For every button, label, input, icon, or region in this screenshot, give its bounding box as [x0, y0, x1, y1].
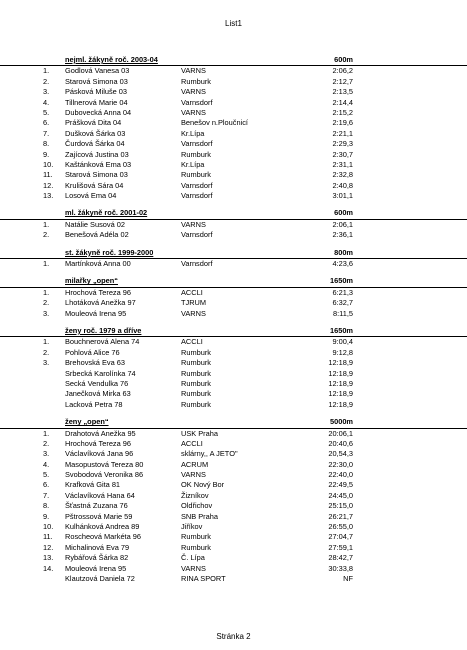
result-row	[0, 553, 467, 563]
club-name: Rumburk	[181, 170, 211, 180]
rank: 13.	[43, 553, 54, 563]
club-name: Rumburk	[181, 532, 211, 542]
rank: 2.	[43, 76, 50, 86]
rank: 12.	[43, 180, 54, 190]
club-name: Rumburk	[181, 149, 211, 159]
rank: 2.	[43, 298, 50, 308]
club-name: Jiříkov	[181, 522, 203, 532]
result-row	[0, 512, 467, 522]
club-name: Rumburk	[181, 358, 211, 368]
distance-label: 1650m	[329, 276, 353, 286]
athlete-name: Starová Simona 03	[65, 170, 128, 180]
result-row	[0, 108, 467, 118]
finish-time: 2:30,7	[332, 149, 353, 159]
club-name: Varnsdorf	[181, 191, 213, 201]
rank: 3.	[43, 87, 50, 97]
result-row	[0, 369, 467, 379]
rank: 5.	[43, 470, 50, 480]
distance-label: 600m	[334, 208, 353, 218]
athlete-name: Godlová Vanesa 03	[65, 66, 130, 76]
page-number: Stránka 2	[216, 632, 251, 641]
rank: 2.	[43, 347, 50, 357]
result-row	[0, 66, 467, 76]
distance-label: 5000m	[329, 417, 353, 427]
finish-time: 2:40,8	[332, 180, 353, 190]
finish-time: 12:18,9	[328, 389, 353, 399]
result-row	[0, 181, 467, 191]
athlete-name: Hrochová Tereza 96	[65, 287, 132, 297]
result-row	[0, 480, 467, 490]
athlete-name: Janečková Mirka 63	[65, 389, 131, 399]
finish-time: 20,54,3	[328, 449, 353, 459]
rank: 1.	[43, 219, 50, 229]
results-section	[0, 208, 467, 240]
result-row	[0, 87, 467, 97]
finish-time: 2:19,6	[332, 118, 353, 128]
result-row	[0, 543, 467, 553]
result-row	[0, 118, 467, 128]
distance-label: 800m	[334, 247, 353, 257]
club-name: Benešov n.Ploučnicí	[181, 118, 248, 128]
athlete-name: Lhotáková Anežka 97	[65, 298, 136, 308]
athlete-name: Srbecká Karolínka 74	[65, 368, 136, 378]
category-title: nejml. žákyně roč. 2003-04	[65, 55, 158, 64]
sheet-title: List1	[225, 19, 242, 28]
rank: 2.	[43, 438, 50, 448]
result-row	[0, 449, 467, 459]
rank: 2.	[43, 230, 50, 240]
finish-time: 2:06,1	[332, 219, 353, 229]
result-row	[0, 358, 467, 368]
club-name: VARNS	[181, 470, 206, 480]
athlete-name: Dušková Šárka 03	[65, 128, 126, 138]
club-name: Žizníkov	[181, 490, 209, 500]
result-row	[0, 574, 467, 584]
athlete-name: Losová Ema 04	[65, 191, 117, 201]
result-row	[0, 400, 467, 410]
result-row	[0, 98, 467, 108]
club-name: VARNS	[181, 87, 206, 97]
rank: 3.	[43, 308, 50, 318]
rank: 13.	[43, 191, 54, 201]
finish-time: 20:40,6	[328, 438, 353, 448]
finish-time: 9:00,4	[332, 337, 353, 347]
club-name: Varnsdorf	[181, 139, 213, 149]
result-row	[0, 491, 467, 501]
finish-time: NF	[343, 573, 353, 583]
athlete-name: Kulhánková Andrea 89	[65, 522, 140, 532]
result-row	[0, 139, 467, 149]
section-header	[0, 326, 467, 337]
club-name: Č. Lípa	[181, 553, 205, 563]
rank: 8.	[43, 139, 50, 149]
club-name: VARNS	[181, 107, 206, 117]
result-row	[0, 564, 467, 574]
section-header	[0, 417, 467, 428]
result-row	[0, 379, 467, 389]
result-row	[0, 439, 467, 449]
finish-time: 4:23,6	[332, 259, 353, 269]
finish-time: 2:21,1	[332, 128, 353, 138]
athlete-name: Mouleová Irena 95	[65, 563, 127, 573]
rank: 14.	[43, 563, 54, 573]
rank: 9.	[43, 511, 50, 521]
rank: 1.	[43, 287, 50, 297]
athlete-name: Klautzová Daniela 72	[65, 573, 135, 583]
athlete-name: Pštrossová Marie 59	[65, 511, 133, 521]
athlete-name: Šťastná Zuzana 76	[65, 501, 128, 511]
result-row	[0, 532, 467, 542]
rank: 10.	[43, 159, 54, 169]
finish-time: 2:14,4	[332, 97, 353, 107]
club-name: Rumburk	[181, 347, 211, 357]
club-name: VARNS	[181, 308, 206, 318]
rank: 6.	[43, 480, 50, 490]
athlete-name: Zajícová Justina 03	[65, 149, 129, 159]
rank: 4.	[43, 97, 50, 107]
finish-time: 12:18,9	[328, 378, 353, 388]
athlete-name: Mouleová Irena 95	[65, 308, 127, 318]
finish-time: 2:31,1	[332, 159, 353, 169]
club-name: ACCLI	[181, 287, 203, 297]
result-row	[0, 501, 467, 511]
athlete-name: Secká Vendulka 76	[65, 378, 129, 388]
club-name: Rumburk	[181, 76, 211, 86]
rank: 4.	[43, 459, 50, 469]
results-section	[0, 326, 467, 410]
rank: 3.	[43, 449, 50, 459]
finish-time: 27:04,7	[328, 532, 353, 542]
rank: 6.	[43, 118, 50, 128]
athlete-name: Pohlová Alice 76	[65, 347, 120, 357]
finish-time: 26:21,7	[328, 511, 353, 521]
club-name: ACRUM	[181, 459, 209, 469]
finish-time: 2:36,1	[332, 230, 353, 240]
club-name: USK Praha	[181, 428, 218, 438]
results-section	[0, 55, 467, 201]
result-row	[0, 220, 467, 230]
club-name: Varnsdorf	[181, 180, 213, 190]
athlete-name: Brehovská Eva 63	[65, 358, 125, 368]
results-section	[0, 417, 467, 584]
rank: 1.	[43, 428, 50, 438]
athlete-name: Dubovecká Anna 04	[65, 107, 132, 117]
finish-time: 28:42,7	[328, 553, 353, 563]
rank: 12.	[43, 542, 54, 552]
result-row	[0, 337, 467, 347]
club-name: Rumburk	[181, 542, 211, 552]
athlete-name: Václavíková Jana 96	[65, 449, 134, 459]
result-row	[0, 460, 467, 470]
club-name: VARNS	[181, 563, 206, 573]
results-list	[0, 55, 467, 591]
distance-label: 600m	[334, 55, 353, 64]
club-name: Varnsdorf	[181, 230, 213, 240]
section-header	[0, 208, 467, 219]
athlete-name: Václavíková Hana 64	[65, 490, 135, 500]
section-header	[0, 55, 467, 66]
results-section	[0, 248, 467, 270]
finish-time: 2:29,3	[332, 139, 353, 149]
athlete-name: Rybářová Šárka 82	[65, 553, 129, 563]
finish-time: 2:32,8	[332, 170, 353, 180]
athlete-name: Čurdová Šárka 04	[65, 139, 125, 149]
finish-time: 22:30,0	[328, 459, 353, 469]
result-row	[0, 309, 467, 319]
rank: 8.	[43, 501, 50, 511]
result-row	[0, 259, 467, 269]
athlete-name: Natálie Susová 02	[65, 219, 125, 229]
finish-time: 8:11,5	[333, 308, 353, 318]
club-name: sklárny,, A JETO"	[181, 449, 238, 459]
club-name: Kr.Lípa	[181, 159, 205, 169]
result-row	[0, 470, 467, 480]
athlete-name: Michalinová Eva 79	[65, 542, 130, 552]
finish-time: 3:01,1	[332, 191, 353, 201]
finish-time: 2:13,5	[332, 87, 353, 97]
athlete-name: Drahotová Anežka 95	[65, 428, 136, 438]
athlete-name: Lacková Petra 78	[65, 399, 123, 409]
athlete-name: Benešová Adéla 02	[65, 230, 129, 240]
club-name: Varnsdorf	[181, 97, 213, 107]
result-row	[0, 160, 467, 170]
rank: 9.	[43, 149, 50, 159]
club-name: Rumburk	[181, 378, 211, 388]
finish-time: 2:12,7	[332, 76, 353, 86]
result-row	[0, 348, 467, 358]
result-row	[0, 288, 467, 298]
club-name: Rumburk	[181, 399, 211, 409]
athlete-name: Bouchnerová Alena 74	[65, 337, 140, 347]
rank: 7.	[43, 128, 50, 138]
category-title: ženy „open“	[65, 417, 109, 427]
athlete-name: Roscheová Markéta 96	[65, 532, 141, 542]
athlete-name: Hrochová Tereza 96	[65, 438, 132, 448]
finish-time: 26:55,0	[328, 522, 353, 532]
club-name: Kr.Lípa	[181, 128, 205, 138]
rank: 1.	[43, 66, 50, 76]
result-row	[0, 191, 467, 201]
club-name: VARNS	[181, 66, 206, 76]
finish-time: 22:40,0	[328, 470, 353, 480]
result-row	[0, 77, 467, 87]
rank: 11.	[43, 532, 53, 542]
finish-time: 24:45,0	[328, 490, 353, 500]
club-name: Rumburk	[181, 368, 211, 378]
result-row	[0, 170, 467, 180]
section-header	[0, 248, 467, 259]
finish-time: 6:21,3	[332, 287, 353, 297]
club-name: TJRUM	[181, 298, 207, 308]
athlete-name: Masopustová Tereza 80	[65, 459, 144, 469]
club-name: VARNS	[181, 219, 206, 229]
athlete-name: Kaštánková Ema 03	[65, 159, 132, 169]
rank: 7.	[43, 490, 50, 500]
rank: 5.	[43, 107, 50, 117]
finish-time: 27:59,1	[328, 542, 353, 552]
club-name: Rumburk	[181, 389, 211, 399]
rank: 3.	[43, 358, 50, 368]
athlete-name: Krafková Gita 81	[65, 480, 121, 490]
club-name: SNB Praha	[181, 511, 218, 521]
finish-time: 6:32,7	[332, 298, 353, 308]
finish-time: 2:06,2	[332, 66, 353, 76]
athlete-name: Starová Simona 03	[65, 76, 128, 86]
section-header	[0, 276, 467, 287]
club-name: Oldřichov	[181, 501, 213, 511]
category-title: ženy roč. 1979 a dříve	[65, 325, 142, 335]
result-row	[0, 230, 467, 240]
athlete-name: Prášková Dita 04	[65, 118, 122, 128]
finish-time: 2:15,2	[332, 107, 353, 117]
distance-label: 1650m	[329, 325, 353, 335]
club-name: ACCLI	[181, 337, 203, 347]
athlete-name: Pásková Miluše 03	[65, 87, 128, 97]
rank: 11.	[43, 170, 53, 180]
category-title: st. žákyně roč. 1999-2000	[65, 247, 154, 257]
finish-time: 12:18,9	[328, 368, 353, 378]
athlete-name: Krulišová Sára 04	[65, 180, 124, 190]
result-row	[0, 522, 467, 532]
athlete-name: Svobodová Veronika 86	[65, 470, 144, 480]
finish-time: 20:06,1	[328, 428, 353, 438]
results-section	[0, 276, 467, 319]
category-title: ml. žákyně roč. 2001-02	[65, 208, 148, 218]
rank: 10.	[43, 522, 54, 532]
finish-time: 30:33,8	[328, 563, 353, 573]
finish-time: 25:15,0	[328, 501, 353, 511]
finish-time: 12:18,9	[328, 399, 353, 409]
rank: 1.	[43, 259, 50, 269]
result-row	[0, 150, 467, 160]
finish-time: 9:12,8	[332, 347, 353, 357]
club-name: Varnsdorf	[181, 259, 213, 269]
category-title: milařky „open“	[65, 276, 118, 286]
result-row	[0, 429, 467, 439]
rank: 1.	[43, 337, 50, 347]
club-name: OK Nový Bor	[181, 480, 225, 490]
finish-time: 22:49,5	[328, 480, 353, 490]
club-name: RINA SPORT	[181, 573, 226, 583]
result-row	[0, 129, 467, 139]
athlete-name: Tillnerová Marie 04	[65, 97, 128, 107]
athlete-name: Martínková Anna 00	[65, 259, 131, 269]
finish-time: 12:18,9	[328, 358, 353, 368]
result-row	[0, 389, 467, 399]
result-row	[0, 298, 467, 308]
club-name: ACCLI	[181, 438, 203, 448]
